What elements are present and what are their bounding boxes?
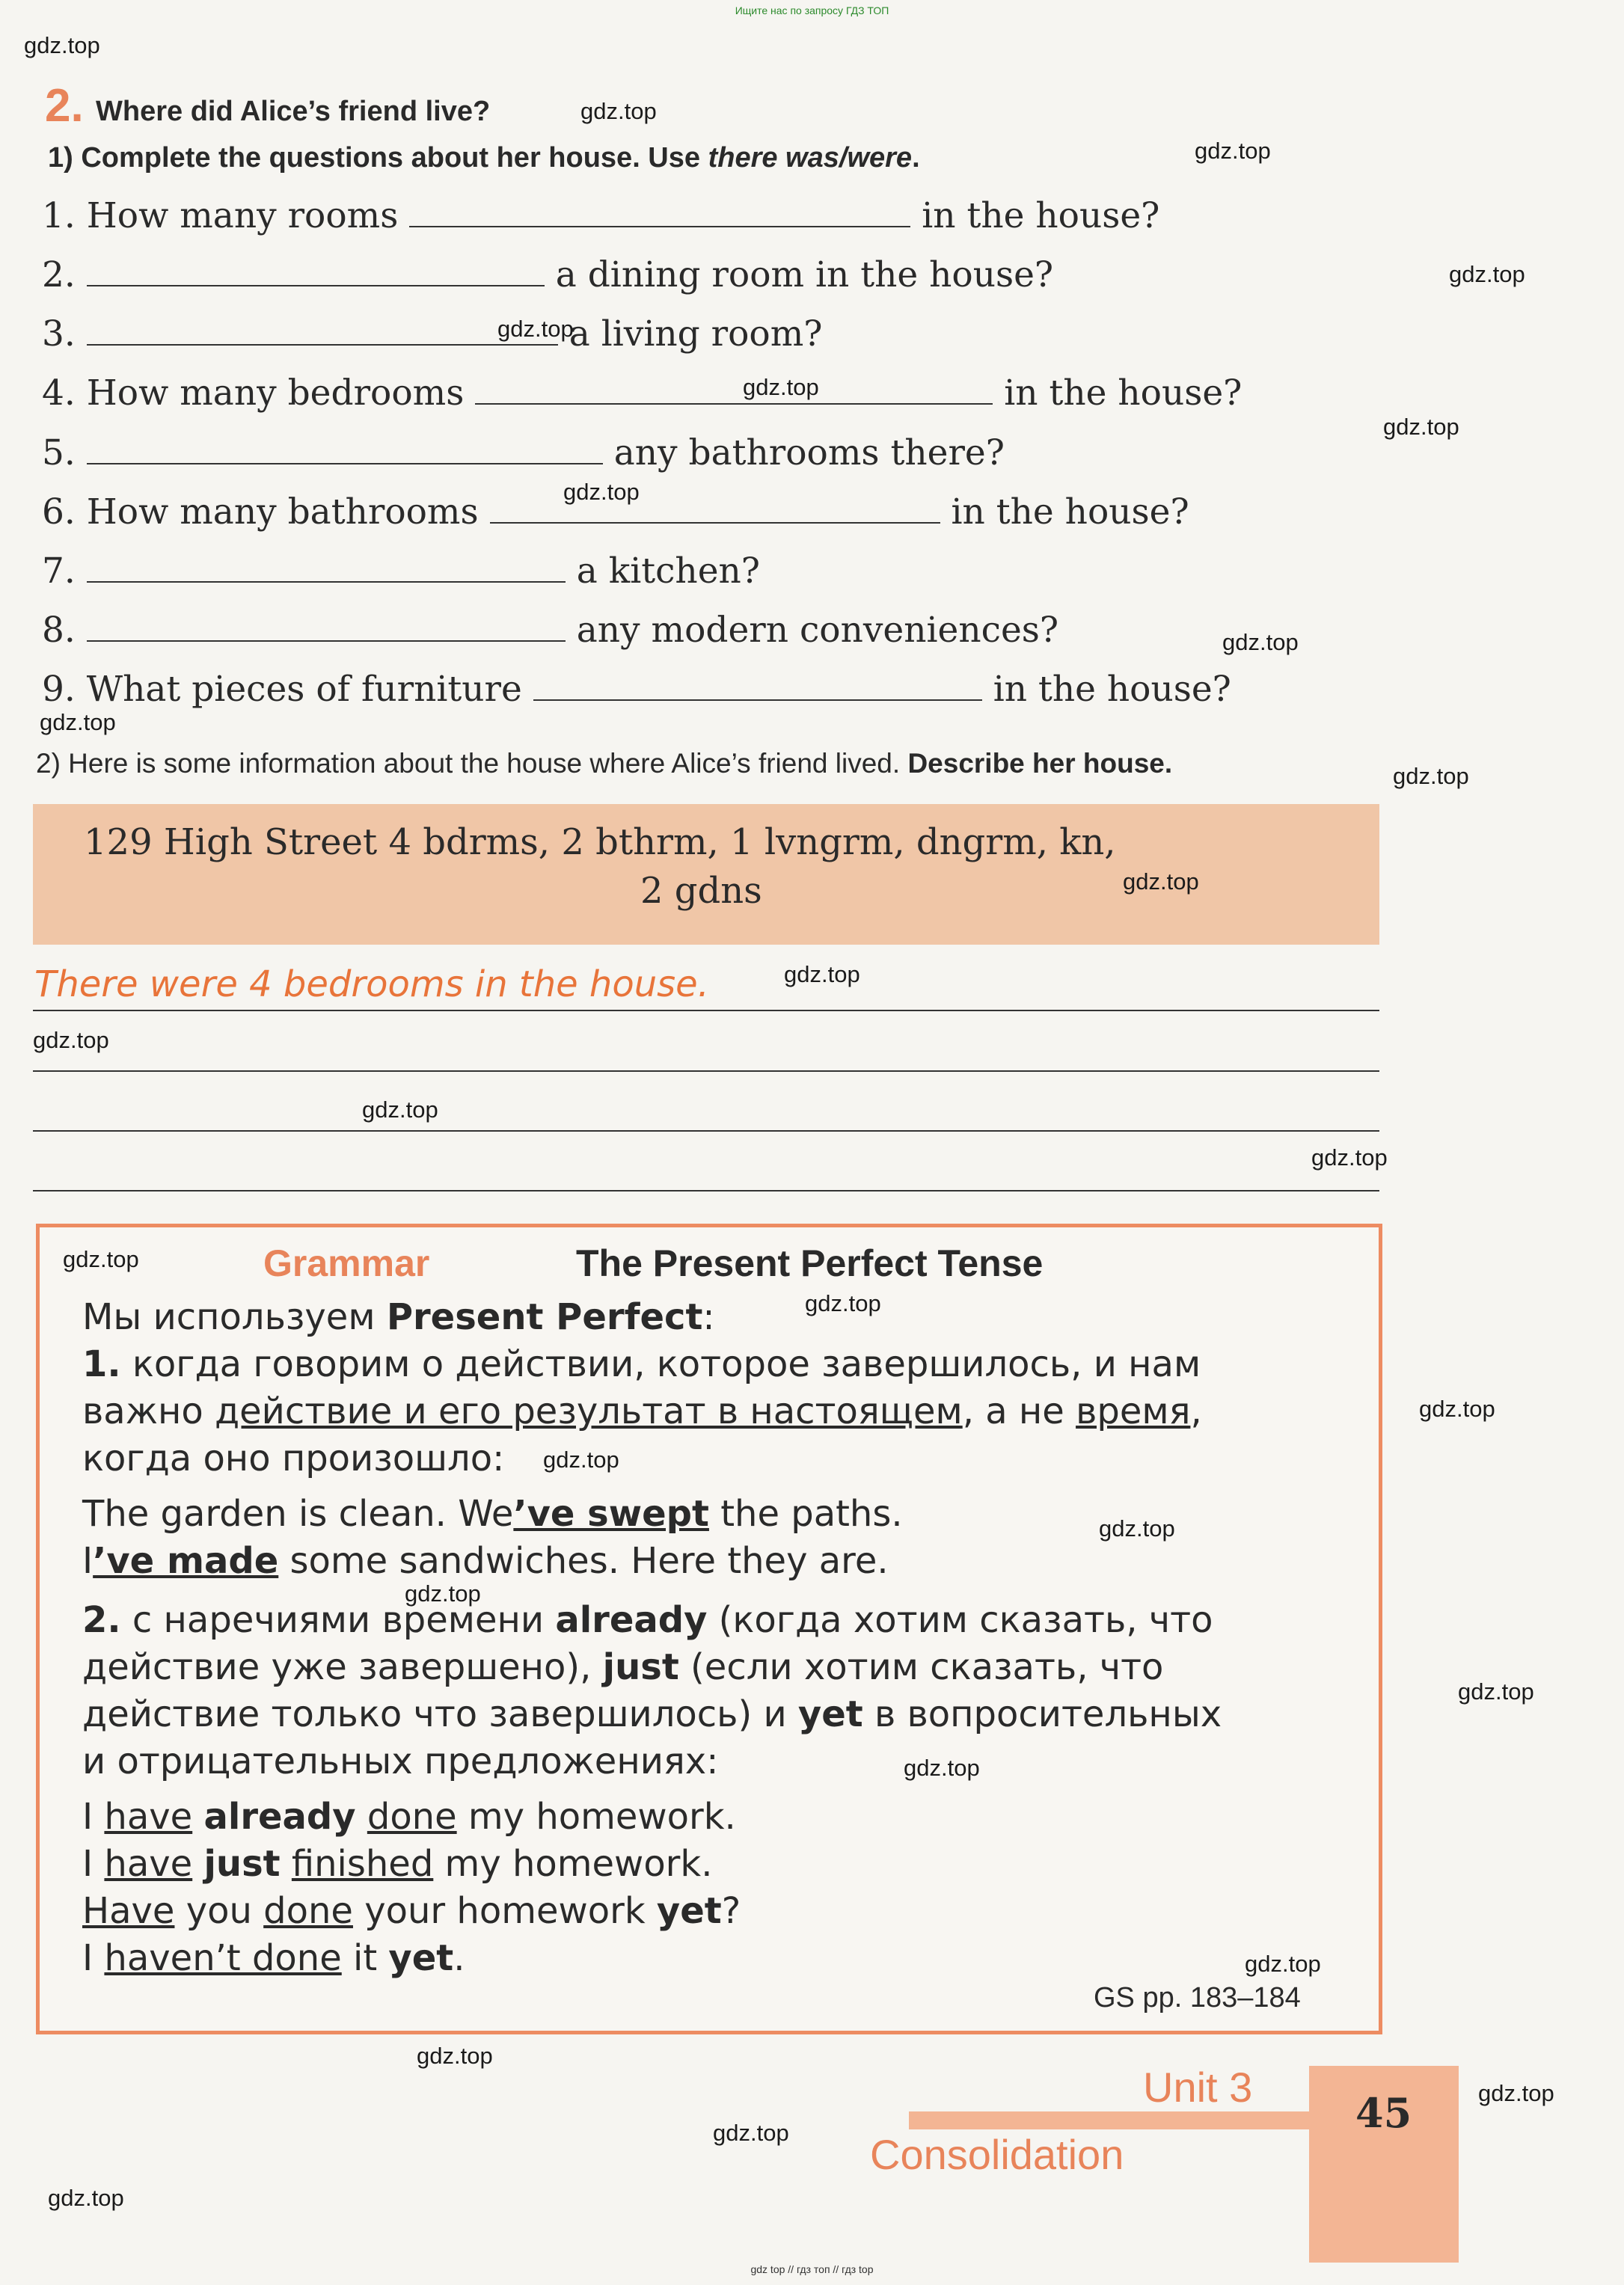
writing-line[interactable]	[33, 1010, 1379, 1011]
watermark: gdz.top	[497, 316, 574, 342]
watermark: gdz.top	[1311, 1144, 1388, 1171]
watermark: gdz.top	[713, 2120, 789, 2146]
answer-blank[interactable]	[87, 311, 558, 346]
watermark: gdz.top	[24, 32, 100, 58]
answer-blank[interactable]	[409, 193, 910, 227]
watermark: gdz.top	[1449, 261, 1525, 287]
bottom-note: gdz top // гдз топ // гдз top	[750, 2263, 874, 2275]
watermark: gdz.top	[362, 1097, 438, 1123]
question-4: 4. How many bedrooms in the house?	[42, 370, 1242, 414]
grammar-reference: GS pp. 183–184	[1094, 1982, 1301, 2013]
grammar-label: Grammar	[263, 1242, 430, 1284]
watermark: gdz.top	[563, 479, 640, 505]
question-5: 5. any bathrooms there?	[42, 430, 1005, 473]
exercise-number: 2.	[45, 80, 84, 132]
watermark: gdz.top	[904, 1755, 980, 1781]
house-info-line-2: 2 gdns	[640, 870, 762, 912]
question-9: 9. What pieces of furniture in the house?	[42, 666, 1231, 710]
watermark: gdz.top	[33, 1027, 109, 1053]
watermark: gdz.top	[1478, 2080, 1554, 2106]
watermark: gdz.top	[40, 709, 116, 735]
section-label: Consolidation	[870, 2131, 1124, 2178]
watermark: gdz.top	[63, 1246, 139, 1272]
grammar-example-2: I’ve made some sandwiches. Here they are.	[82, 1540, 889, 1582]
watermark: gdz.top	[784, 961, 860, 987]
top-note: Ищите нас по запросу ГДЗ ТОП	[735, 4, 889, 16]
watermark: gdz.top	[1195, 138, 1271, 164]
watermark: gdz.top	[1383, 414, 1459, 440]
answer-blank[interactable]	[87, 607, 566, 642]
question-7: 7. a kitchen?	[42, 548, 760, 592]
grammar-title: The Present Perfect Tense	[576, 1242, 1044, 1284]
grammar-rule-2-line-4: и отрицательных предложениях:	[82, 1740, 719, 1782]
answer-blank[interactable]	[490, 489, 940, 524]
question-2: 2. a dining room in the house?	[42, 252, 1053, 295]
watermark: gdz.top	[543, 1447, 619, 1473]
grammar-rule-1-line-1: 1. когда говорим о действии, которое завершилось, и нам	[82, 1343, 1201, 1385]
watermark: gdz.top	[417, 2043, 493, 2069]
unit-label: Unit 3	[1143, 2064, 1253, 2111]
writing-line[interactable]	[33, 1070, 1379, 1072]
grammar-rule-2-line-2: действие уже завершено), just (если хотим сказать, что	[82, 1646, 1164, 1688]
footer-bar	[909, 2111, 1313, 2129]
watermark: gdz.top	[743, 374, 819, 400]
part2-instruction: 2) Here is some information about the house where Alice’s friend lived. Describe her house.	[36, 748, 1173, 779]
grammar-sentence-2: I have just finished my homework.	[82, 1843, 713, 1885]
watermark: gdz.top	[1222, 629, 1299, 655]
grammar-example-1: The garden is clean. We’ve swept the paths.	[82, 1493, 903, 1535]
watermark: gdz.top	[1393, 763, 1469, 789]
watermark: gdz.top	[805, 1290, 881, 1316]
writing-line[interactable]	[33, 1190, 1379, 1191]
house-info-line-1: 129 High Street 4 bdrms, 2 bthrm, 1 lvngrm, dngrm, kn,	[84, 821, 1116, 863]
answer-blank[interactable]	[87, 430, 603, 464]
answer-blank[interactable]	[475, 370, 993, 405]
example-answer: There were 4 bedrooms in the house.	[34, 963, 709, 1005]
answer-blank[interactable]	[87, 548, 566, 583]
watermark: gdz.top	[1245, 1951, 1321, 1977]
grammar-rule-1-line-3: когда оно произошло:	[82, 1438, 505, 1479]
grammar-intro: Мы используем Present Perfect:	[82, 1296, 715, 1338]
question-6: 6. How many bathrooms in the house?	[42, 489, 1189, 533]
watermark: gdz.top	[1458, 1678, 1534, 1705]
answer-blank[interactable]	[533, 666, 982, 701]
watermark: gdz.top	[405, 1580, 481, 1607]
question-3: 3. a living room?	[42, 311, 822, 355]
question-8: 8. any modern conveniences?	[42, 607, 1058, 651]
exercise-title: Where did Alice’s friend live?	[96, 96, 491, 127]
watermark: gdz.top	[48, 2185, 124, 2211]
answer-blank[interactable]	[87, 252, 545, 286]
grammar-sentence-3: Have you done your homework yet?	[82, 1890, 741, 1932]
part1-instruction: 1) Complete the questions about her house. Use there was/were.	[48, 142, 920, 174]
grammar-rule-2-line-3: действие только что завершилось) и yet в вопросительных	[82, 1693, 1222, 1735]
question-1: 1. How many rooms in the house?	[42, 193, 1159, 236]
watermark: gdz.top	[1419, 1396, 1495, 1422]
writing-line[interactable]	[33, 1130, 1379, 1132]
grammar-sentence-4: I haven’t done it yet.	[82, 1937, 465, 1979]
watermark: gdz.top	[580, 98, 657, 124]
watermark: gdz.top	[1123, 868, 1199, 895]
page-number: 45	[1355, 2089, 1412, 2137]
grammar-rule-2-line-1: 2. с наречиями времени already (когда хотим сказать, что	[82, 1599, 1213, 1641]
watermark: gdz.top	[1099, 1515, 1175, 1542]
grammar-sentence-1: I have already done my homework.	[82, 1796, 736, 1838]
grammar-rule-1-line-2: важно действие и его результат в настоящем, а не время,	[82, 1390, 1202, 1432]
